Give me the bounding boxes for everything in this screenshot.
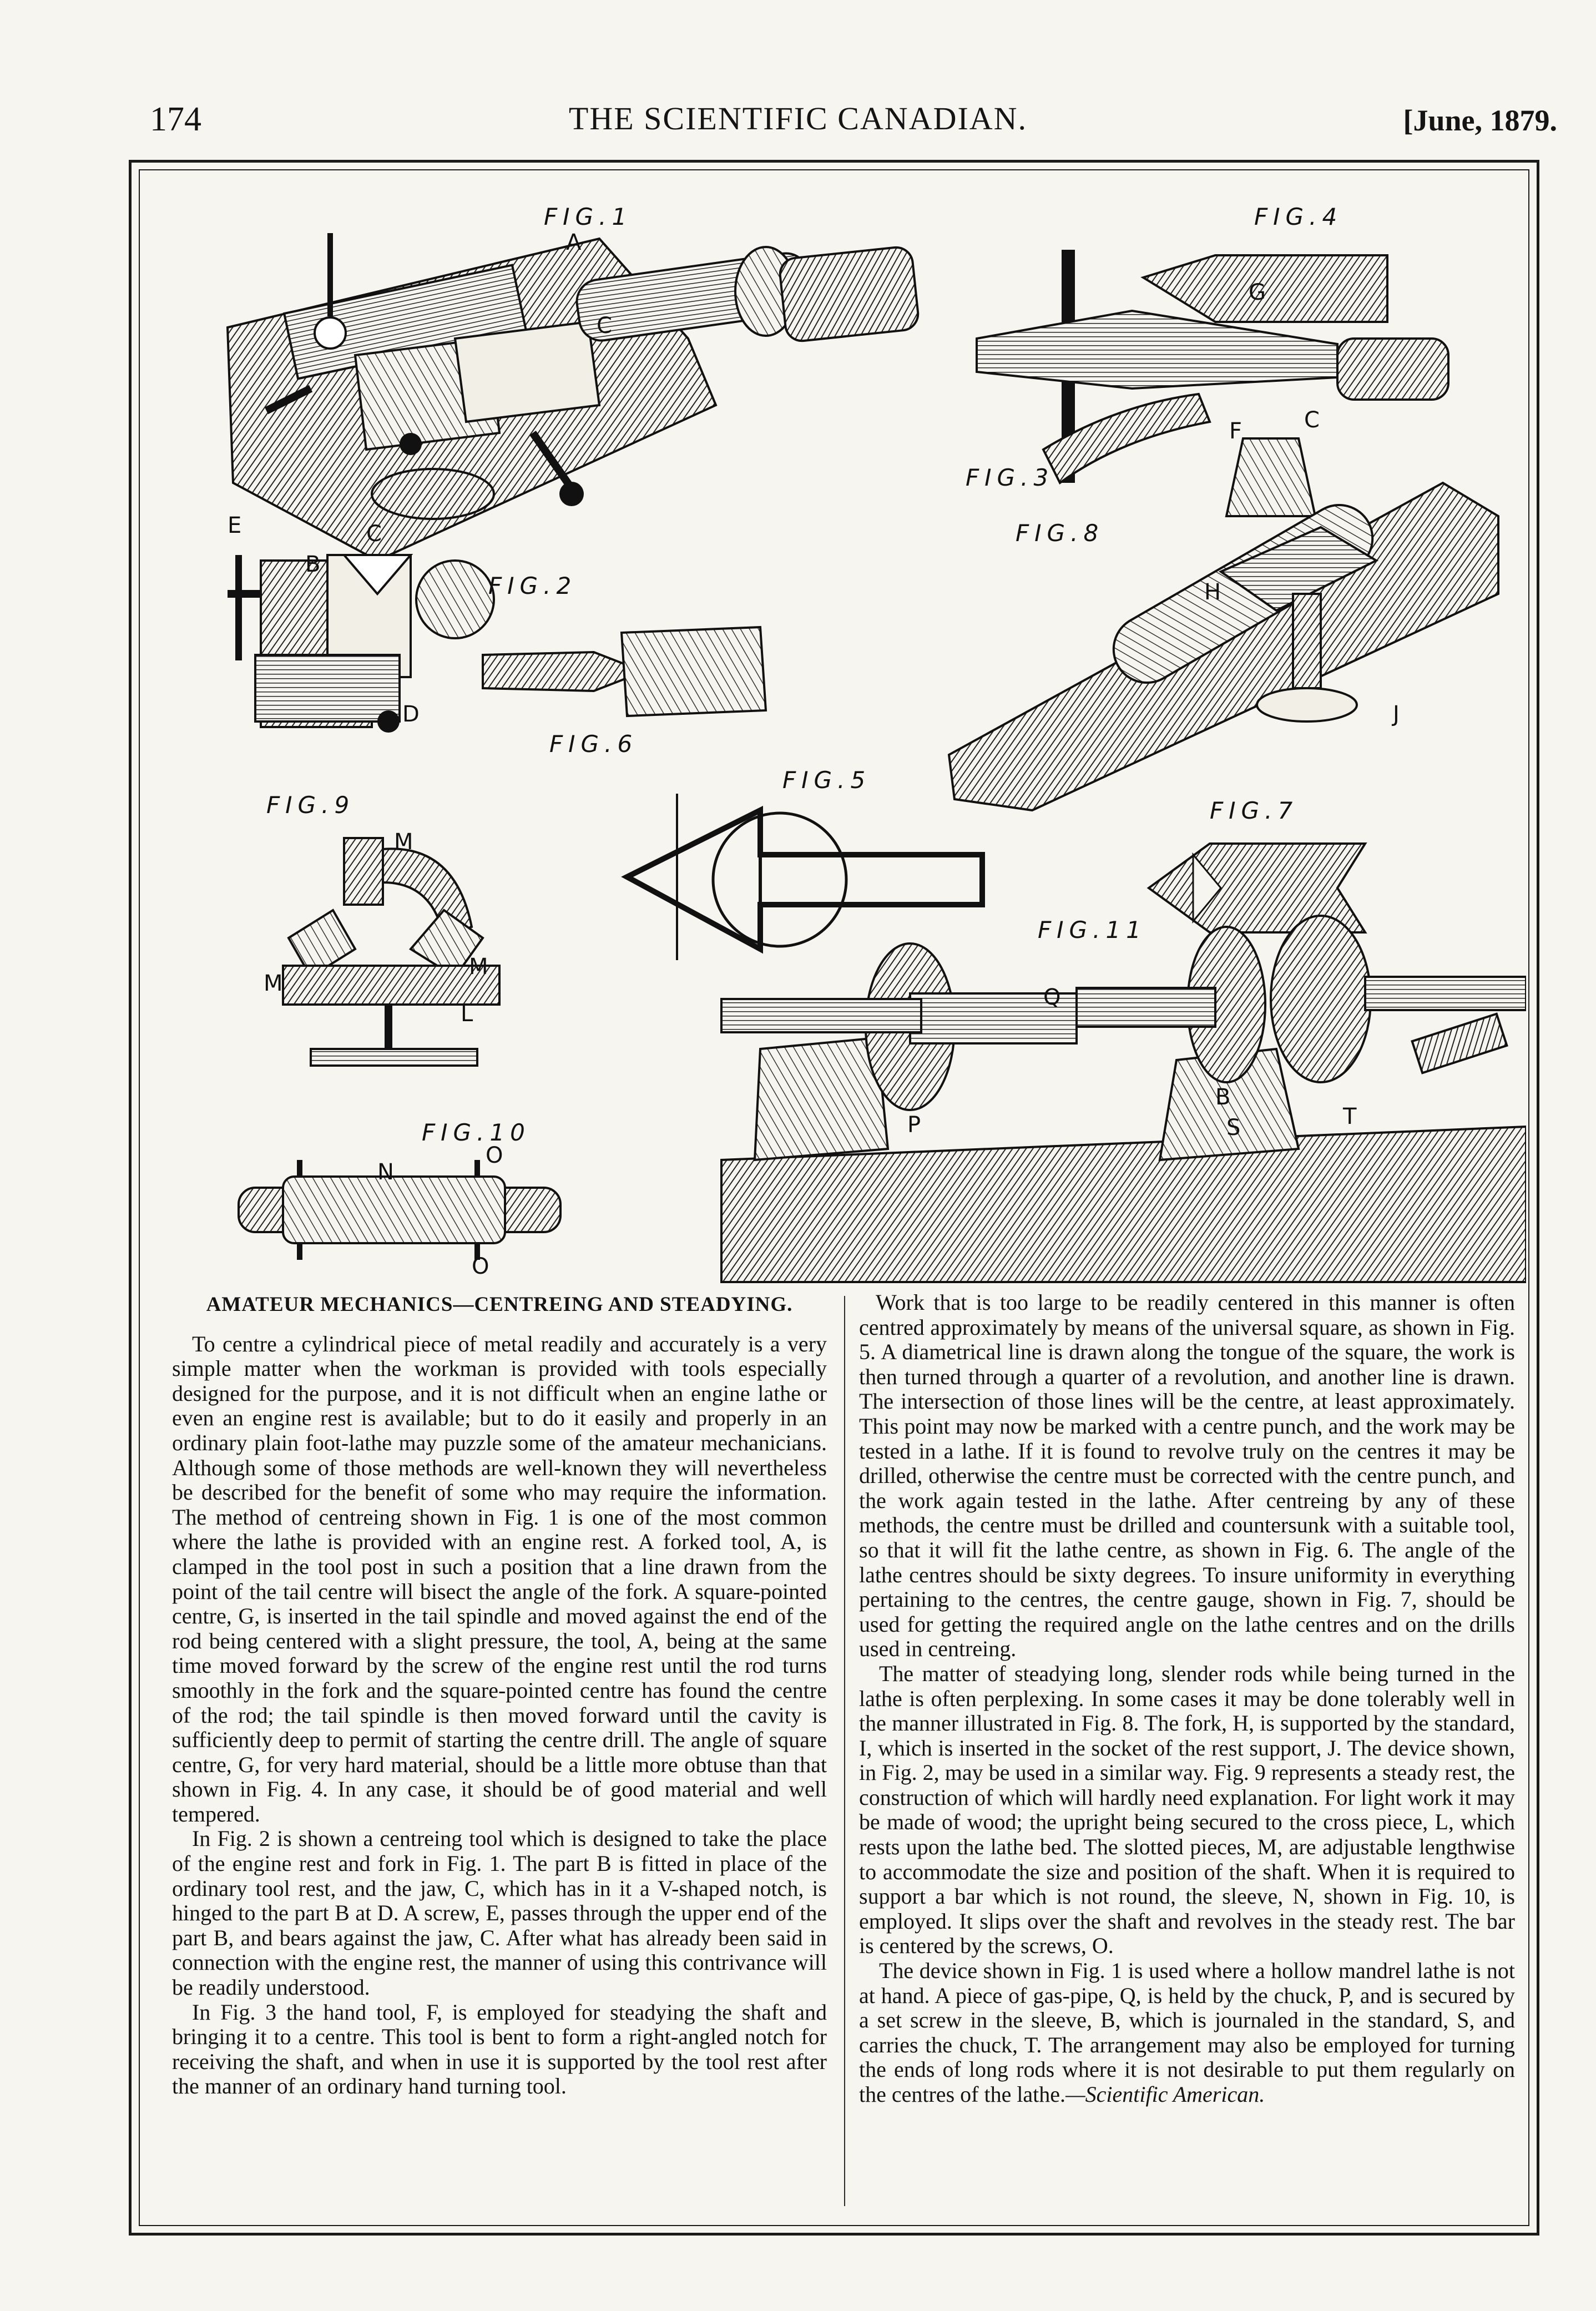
- paragraph-left-3: In Fig. 3 the hand tool, F, is employed for steadying the shaft and bringing it to a centre. This tool is bent to form a right-angled notch for receiving the shaft, and when in use it is supported by the tool rest after the manner of an ordinary hand turning tool.: [172, 1999, 827, 2099]
- fig8-label-j: J: [1393, 702, 1400, 727]
- running-head: [0, 100, 1596, 150]
- fig10-label-o-top: O: [486, 1143, 503, 1168]
- engraving-illustrations: [144, 172, 1526, 1288]
- fig11-label-b: B: [1215, 1084, 1231, 1110]
- fig4-label-f: F: [1229, 418, 1243, 444]
- page-number: 174: [150, 100, 201, 138]
- paragraph-right-1: Work that is too large to be readily centered in this manner is often centred approximately by means of the universal square, as shown in Fig. 5. A diametrical line is drawn along the tongue of the square, the work is then turned through a quarter of a revolution, and another line is drawn. The intersection of those lines will be the centre, at least approximately. This point may now be marked with a centre punch, and the work may be tested in a lathe. If it is found to revolve truly on the centres it may be drilled, otherwise the centre must be corrected with the centre punch, and the work again tested in the lathe. After centreing by any of these methods, the centre must be drilled and countersunk with a suitable tool, so that it will fit the lathe centre, as shown in Fig. 6. The angle of the lathe centres should be sixty degrees. To insure uniformity in everything pertaining to the centres, the centre gauge, shown in Fig. 7, should be used for getting the required angle on the lathe centres and on the drills used in centreing.: [859, 1290, 1515, 1662]
- article-title: AMATEUR MECHANICS—CENTREING AND STEADYING.: [206, 1293, 793, 1316]
- fig5-caption: FIG.5: [782, 766, 871, 794]
- fig7-caption: FIG.7: [1210, 797, 1299, 824]
- figure-8-steadying-fork: [949, 464, 1498, 810]
- fig9-label-l: L: [461, 1001, 473, 1027]
- fig9-caption: FIG.9: [266, 791, 355, 819]
- paragraph-right-3: [859, 1959, 1515, 2107]
- fig11-caption: FIG.11: [1038, 916, 1147, 943]
- fig4-label-c: C: [1304, 407, 1320, 433]
- fig9-label-m-top: M: [394, 829, 413, 855]
- fig9-label-m-right: M: [469, 954, 488, 980]
- source-credit: —Scientific American.: [1065, 2082, 1265, 2107]
- fig9-label-m-left: M: [264, 971, 283, 996]
- fig1-label-c: C: [597, 313, 612, 339]
- fig2-label-e: E: [228, 513, 242, 538]
- fig10-caption: FIG.10: [422, 1119, 531, 1146]
- paragraph-right-3-text: The device shown in Fig. 1 is used where a hollow mandrel lathe is not at hand. A piece of gas-pipe, Q, is held by the chuck, P, and is secured by a set screw in the sleeve, B, which is journaled in the standard, S, and carries the chuck, T. The arrangement may also be employed for turning the ends of long rods where it is not desirable to put them regularly on the centres of the lathe.: [859, 1958, 1515, 2107]
- fig2-caption: FIG.2: [488, 572, 577, 599]
- fig1-caption: FIG.1: [544, 203, 633, 230]
- fig2-label-d: D: [402, 702, 420, 727]
- fig11-label-t: T: [1343, 1104, 1357, 1129]
- figure-10-sleeve: [239, 1119, 560, 1279]
- paragraph-left-1: To centre a cylindrical piece of metal readily and accurately is a very simple matter when the workman is provided with tools especially designed for the purpose, and it is not difficult when an engine lathe or even an engine rest is available; but to do it easily and properly in an ordinary plain foot-lathe may puzzle some of the amateur mechanicians. Although some of those methods are well-known they will nevertheless be described for the benefit of some who may require the information. The method of centreing shown in Fig. 1 is one of the most common where the lathe is provided with an engine rest. A forked tool, A, is clamped in the tool post in such a position that a line drawn from the point of the tail centre will bisect the angle of the fork. A square-pointed centre, G, is inserted in the tail spindle and moved against the end of the rod being centered with a slight pressure, the tool, A, being at the same time moved forward by the screw of the engine rest until the rod turns smoothly in the fork and the square-pointed centre has found the centre of the rod; the tail spindle is then moved forward until the cavity is sufficiently deep to permit of starting the centre drill. The angle of square centre, G, for very hard material, should be a little more obtuse than that shown in Fig. 4. In any case, it should be of good material and well tempered.: [172, 1331, 827, 1826]
- fig11-label-s: S: [1226, 1115, 1241, 1141]
- fig8-label-h: H: [1204, 579, 1221, 605]
- fig4-label-g: G: [1249, 280, 1266, 305]
- fig1-label-a: A: [566, 230, 582, 255]
- fig10-label-n: N: [377, 1159, 394, 1185]
- fig3-caption: FIG.3: [966, 464, 1054, 491]
- fig4-caption: FIG.4: [1254, 203, 1343, 230]
- column-divider: [844, 1296, 845, 2206]
- fig10-label-o-bottom: O: [472, 1254, 489, 1279]
- fig11-label-p: P: [907, 1112, 921, 1138]
- figure-9-steady-rest: [264, 791, 499, 1066]
- figure-7-centre-gauge: [1149, 797, 1365, 932]
- fig6-caption: FIG.6: [549, 730, 638, 758]
- fig2-label-b: B: [305, 552, 321, 577]
- figure-6-lathe-centre: [483, 627, 766, 758]
- issue-date: [June, 1879.: [1403, 104, 1557, 137]
- right-column: [859, 1290, 1515, 2107]
- article-body: [172, 1290, 1515, 2212]
- figure-1-forked-tool-rest: [228, 203, 920, 561]
- figure-5-universal-square: [627, 766, 982, 960]
- left-column: [172, 1290, 827, 2099]
- paragraph-right-2: The matter of steadying long, slender rods while being turned in the lathe is often perplexing. In some cases it may be done tolerably well in the manner illustrated in Fig. 8. The fork, H, is supported by the standard, I, which is inserted in the socket of the rest support, J. The device shown, in Fig. 2, may be used in a similar way. Fig. 9 represents a steady rest, the construction of which will hardly need explanation. For light work it may be made of wood; the upright being secured to the cross piece, L, which rests upon the lathe bed. The slotted pieces, M, are adjustable lengthwise to accommodate the size and position of the shaft. When it is required to support a bar which is not round, the sleeve, N, shown in Fig. 10, is employed. It slips over the shaft and revolves in the steady rest. The bar is centered by the screws, O.: [859, 1661, 1515, 1959]
- figure-plate: [144, 172, 1526, 1288]
- paragraph-left-2: In Fig. 2 is shown a centreing tool which is designed to take the place of the engine rest and fork in Fig. 1. The part B is fitted in place of the ordinary tool rest, and the jaw, C, which has in it a V-shaped notch, is hinged to the part B at D. A screw, E, passes through the upper end of the part B, and bears against the jaw, C. After what has already been said in connection with the engine rest, the manner of using this contrivance will be readily understood.: [172, 1826, 827, 2000]
- figure-11-hollow-mandrel-substitute: [721, 916, 1526, 1282]
- journal-title: THE SCIENTIFIC CANADIAN.: [568, 100, 1028, 137]
- fig8-caption: FIG.8: [1016, 519, 1104, 547]
- fig11-label-q: Q: [1043, 985, 1061, 1010]
- fig2-label-c: C: [366, 521, 382, 547]
